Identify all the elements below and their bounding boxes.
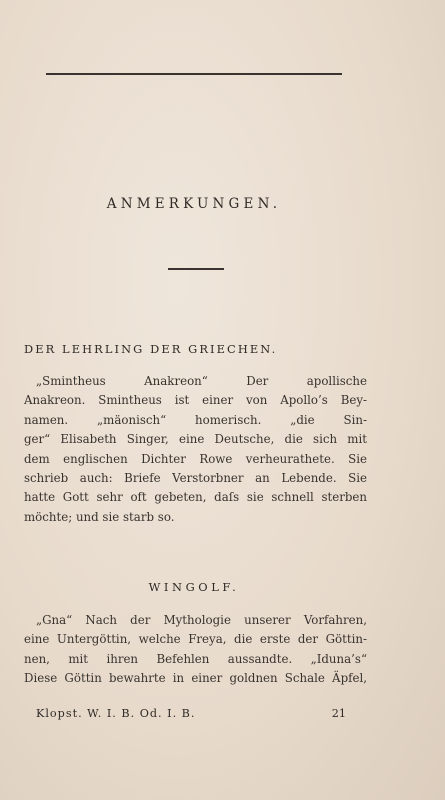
section-wingolf-body (24, 611, 367, 689)
title-rule (168, 268, 224, 270)
page-number: 21 (331, 707, 346, 720)
text-line: „Smintheus Anakreon“ Der apollische (36, 374, 367, 388)
signature-mark: Klopst. W. I. B. Od. I. B. (36, 707, 196, 720)
section-heading-wingolf: WINGOLF. (148, 580, 240, 594)
text-line: „Gna“ Nach der Mythologie unserer Vorfahren, (36, 613, 367, 627)
text-line: Anakreon. Smintheus ist einer von Apollo’s Bey- (24, 393, 367, 408)
text-line: möchte; und sie starb so. (24, 509, 175, 524)
text-line: eine Untergöttin, welche Freya, die erste der Göttin- (24, 632, 367, 647)
section-lehrling-body (24, 372, 367, 527)
text-line: Diese Göttin bewahrte in einer goldnen Schale Äpfel, (24, 671, 367, 686)
section-heading-lehrling: DER LEHRLING DER GRIECHEN. (24, 342, 278, 356)
text-line: dem englischen Dichter Rowe verheurathete. Sie (24, 451, 367, 466)
text-line: schrieb auch: Briefe Verstorbner an Lebende. Sie (24, 471, 367, 486)
text-line: nen, mit ihren Befehlen aussandte. „Iduna’s“ (24, 651, 367, 666)
text-line: namen. „mäonisch“ homerisch. „die Sin- (24, 412, 367, 427)
page-title: ANMERKUNGEN. (106, 196, 282, 212)
text-line: ger“ Elisabeth Singer, eine Deutsche, die sich mit (24, 432, 367, 447)
text-line: hatte Gott sehr oft gebeten, daſs sie schnell sterben (24, 490, 367, 505)
top-rule (46, 73, 342, 75)
